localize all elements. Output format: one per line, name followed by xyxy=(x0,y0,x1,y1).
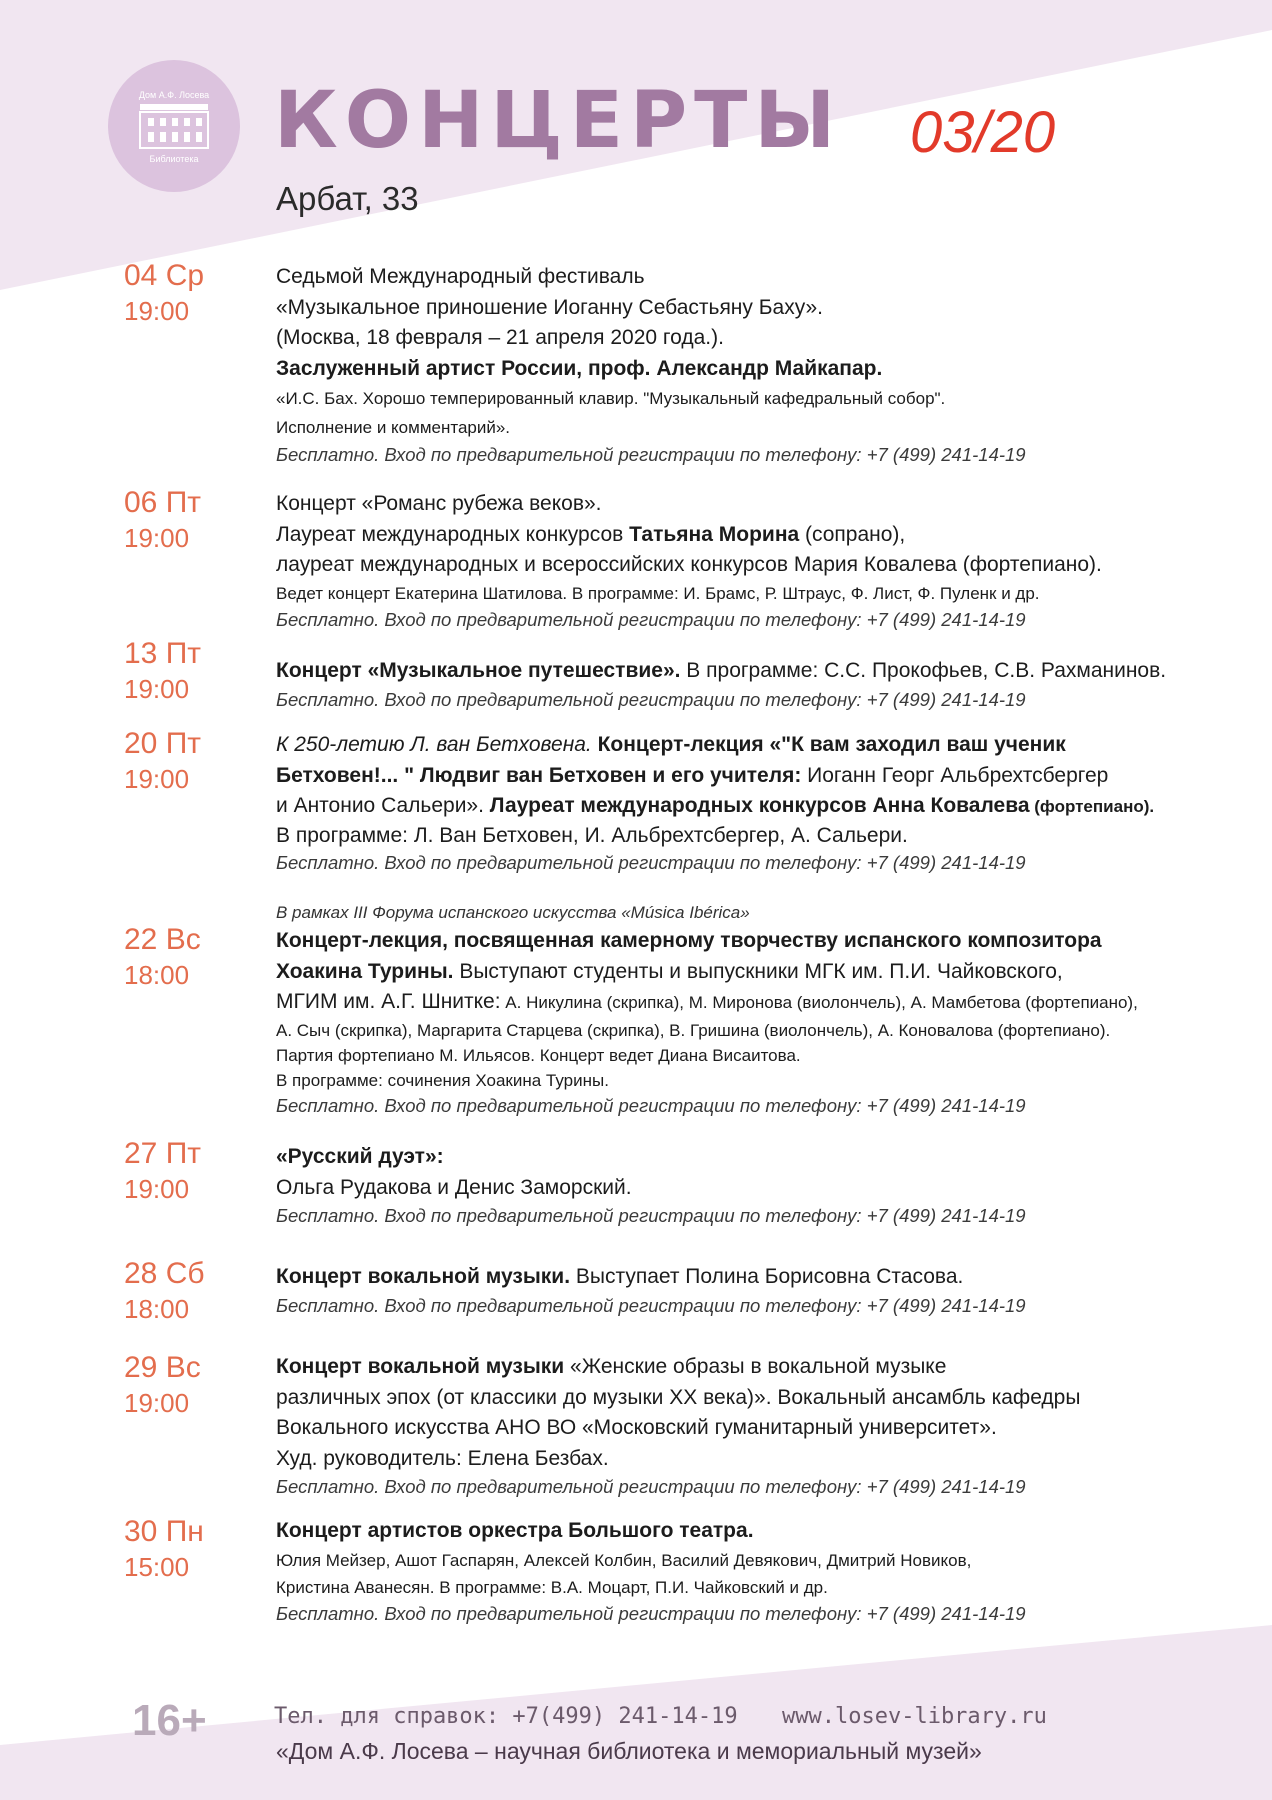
event-text: «Женские образы в вокальной музыке xyxy=(564,1355,947,1378)
event-date: 22 Вс xyxy=(124,923,201,956)
event-time: 19:00 xyxy=(124,674,190,704)
event-time: 19:00 xyxy=(124,523,190,553)
event-date: 27 Пт xyxy=(124,1137,202,1170)
logo-top-text: Дом А.Ф. Лосева xyxy=(138,90,210,100)
page-title: КОНЦЕРТЫ xyxy=(274,76,843,166)
event-time: 19:00 xyxy=(124,1388,190,1418)
age-rating: 16+ xyxy=(132,1696,207,1745)
event-title: Концерт-лекция, посвященная камерному творчеству испанского композитора xyxy=(276,929,1102,952)
event-preamble: В рамках III Форума испанского искусства «Música Ibérica» xyxy=(276,903,750,922)
event-title: Концерт вокальной музыки xyxy=(276,1355,565,1378)
event-title: Концерт-лекция «"К вам заходил ваш ученик xyxy=(591,733,1066,756)
event-text: В программе: С.С. Прокофьев, С.В. Рахманинов. xyxy=(680,659,1167,682)
event-line: лауреат международных и всероссийских конкурсов Мария Ковалева (фортепиано). xyxy=(276,553,1102,576)
event-date: 20 Пт xyxy=(124,727,202,760)
registration-note: Бесплатно. Вход по предварительной регистрации по телефону: +7 (499) 241-14-19 xyxy=(276,444,1026,465)
event-time: 18:00 xyxy=(124,1294,190,1324)
event-text: МГИМ им. А.Г. Шнитке: xyxy=(276,990,501,1013)
event-line: А. Сыч (скрипка), Маргарита Старцева (скрипка), В. Гришина (виолончель), А. Коновалова (фортепиано). xyxy=(276,1020,1111,1040)
event-date: 28 Сб xyxy=(124,1257,205,1290)
event-text: Иоганн Георг Альбрехтсбергер xyxy=(801,763,1109,787)
event-line: В программе: сочинения Хоакина Турины. xyxy=(276,1070,609,1090)
event-line: Исполнение и комментарий». xyxy=(276,418,511,437)
event-title: Бетховен!... " Людвиг ван Бетховен и его учителя: xyxy=(276,763,802,787)
logo-bottom-text: Библиотека xyxy=(149,154,199,164)
footer-organization: «Дом А.Ф. Лосева – научная библиотека и мемориальный музей» xyxy=(276,1738,982,1764)
event-title: Хоакина Турины. xyxy=(276,959,454,983)
event-text: Выступает Полина Борисовна Стасова. xyxy=(570,1265,964,1288)
event-line: (Москва, 18 февраля – 21 апреля 2020 года.). xyxy=(276,326,724,349)
event-title: «Русский дуэт»: xyxy=(276,1145,444,1168)
event-time: 19:00 xyxy=(124,296,190,326)
registration-note: Бесплатно. Вход по предварительной регистрации по телефону: +7 (499) 241-14-19 xyxy=(276,1476,1026,1497)
event-performer: Заслуженный артист России, проф. Александр Майкапар. xyxy=(276,356,883,380)
event-performer: Лауреат международных конкурсов Анна Ковалева xyxy=(483,794,1030,817)
registration-note: Бесплатно. Вход по предварительной регистрации по телефону: +7 (499) 241-14-19 xyxy=(276,1205,1026,1226)
registration-note: Бесплатно. Вход по предварительной регистрации по телефону: +7 (499) 241-14-19 xyxy=(276,608,1026,630)
event-line: В программе: Л. Ван Бетховен, И. Альбрехтсбергер, А. Сальери. xyxy=(276,823,908,847)
event-time: 19:00 xyxy=(124,1174,190,1204)
footer-website-link[interactable]: www.losev-library.ru xyxy=(782,1704,1047,1729)
event-line: различных эпох (от классики до музыки XX века)». Вокальный ансамбль кафедры xyxy=(276,1385,1081,1409)
event-date: 13 Пт xyxy=(124,637,202,670)
registration-note: Бесплатно. Вход по предварительной регистрации по телефону: +7 (499) 241-14-19 xyxy=(276,1094,1026,1116)
event-line: Ведет концерт Екатерина Шатилова. В программе: И. Брамс, Р. Штраус, Ф. Лист, Ф. Пуленк и др. xyxy=(276,583,1040,603)
event-line: Кристина Аванесян. В программе: В.А. Моцарт, П.И. Чайковский и др. xyxy=(276,1577,828,1597)
library-logo xyxy=(108,60,240,192)
event-date: 30 Пн xyxy=(124,1515,204,1548)
event-text: Выступают студенты и выпускники МГК им. П.И. Чайковского, xyxy=(453,959,1063,983)
event-title: Концерт «Музыкальное путешествие». xyxy=(276,659,681,682)
registration-note: Бесплатно. Вход по предварительной регистрации по телефону: +7 (499) 241-14-19 xyxy=(276,851,1026,873)
event-line: Юлия Мейзер, Ашот Гаспарян, Алексей Колбин, Василий Девякович, Дмитрий Новиков, xyxy=(276,1550,972,1570)
event-line: Худ. руководитель: Елена Безбах. xyxy=(276,1446,609,1470)
event-time: 15:00 xyxy=(124,1552,190,1582)
event-line: Партия фортепиано М. Ильясов. Концерт ведет Диана Висаитова. xyxy=(276,1045,801,1065)
event-dedication: К 250-летию Л. ван Бетховена. xyxy=(276,733,592,756)
registration-note: Бесплатно. Вход по предварительной регистрации по телефону: +7 (499) 241-14-19 xyxy=(276,1294,1026,1316)
building-icon xyxy=(138,102,210,150)
event-line: «Музыкальное приношение Иоганну Себастьяну Баху». xyxy=(276,295,823,319)
event-text: (фортепиано). xyxy=(1029,797,1155,816)
event-text: Лауреат международных конкурсов xyxy=(276,522,630,546)
month-label: 03/20 xyxy=(910,100,1056,165)
footer-phone: Тел. для справок: +7(499) 241-14-19 xyxy=(274,1704,738,1729)
event-line: Седьмой Международный фестиваль xyxy=(276,265,645,288)
event-time: 18:00 xyxy=(124,960,190,990)
event-text: и Антонио Сальери». xyxy=(276,794,484,817)
event-line: Ольга Рудакова и Денис Заморский. xyxy=(276,1175,632,1199)
registration-note: Бесплатно. Вход по предварительной регистрации по телефону: +7 (499) 241-14-19 xyxy=(276,1602,1026,1624)
event-date: 06 Пт xyxy=(124,486,202,519)
event-line: Концерт «Романс рубежа веков». xyxy=(276,492,602,515)
event-line: Вокального искусства АНО ВО «Московский гуманитарный университет». xyxy=(276,1416,997,1439)
event-title: Концерт артистов оркестра Большого театра. xyxy=(276,1519,754,1542)
event-time: 19:00 xyxy=(124,764,190,794)
event-line: «И.С. Бах. Хорошо темперированный клавир. "Музыкальный кафедральный собор". xyxy=(276,389,946,408)
registration-note: Бесплатно. Вход по предварительной регистрации по телефону: +7 (499) 241-14-19 xyxy=(276,688,1026,710)
address: Арбат, 33 xyxy=(276,180,419,217)
event-title: Концерт вокальной музыки. xyxy=(276,1265,571,1288)
event-performer: Татьяна Морина xyxy=(629,522,800,546)
event-date: 04 Ср xyxy=(124,259,205,292)
event-text: А. Никулина (скрипка), М. Миронова (виолончель), А. Мамбетова (фортепиано), xyxy=(500,993,1138,1012)
event-text: (сопрано), xyxy=(799,522,906,546)
event-date: 29 Вс xyxy=(124,1351,201,1384)
